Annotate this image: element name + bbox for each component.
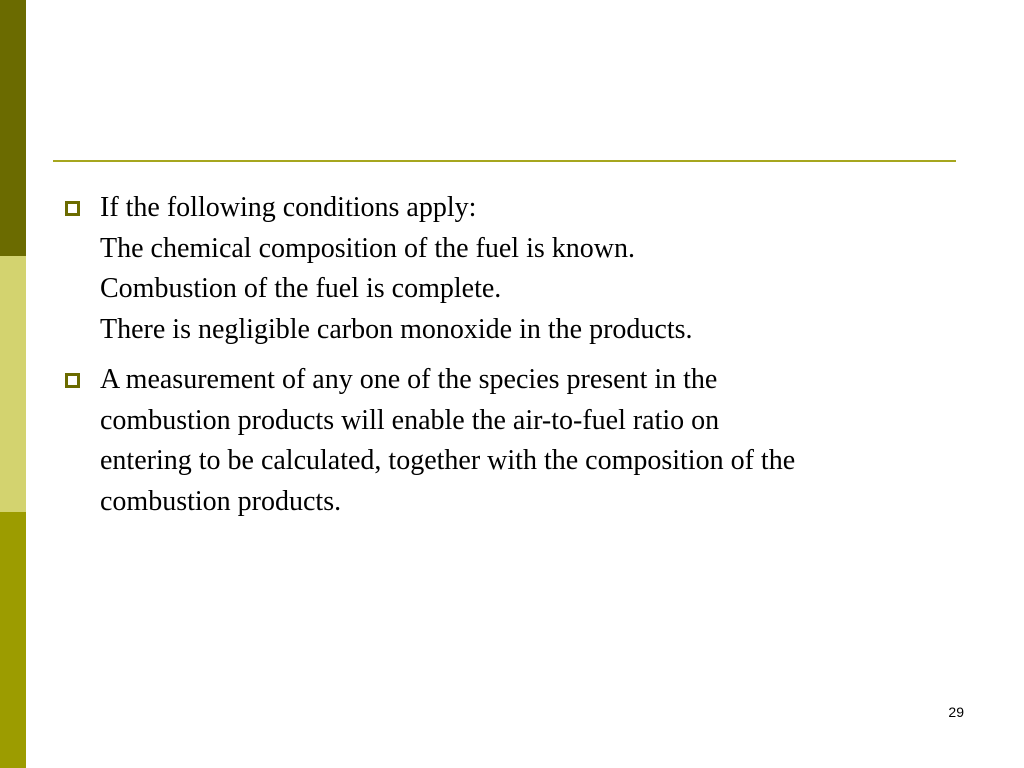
page-number: 29 [948, 704, 964, 720]
bullet-line: The chemical composition of the fuel is known. [100, 232, 635, 264]
side-bar-middle [0, 256, 26, 512]
bullet-line: combustion products will enable the air-to-fuel ratio on [100, 404, 720, 436]
bullet-line: Combustion of the fuel is complete. [100, 273, 502, 304]
bullet-line: If the following conditions apply: [100, 192, 477, 223]
bullet-line: A measurement of any one of the species present in the [100, 364, 718, 395]
title-rule [53, 160, 956, 162]
bullet-line: entering to be calculated, together with the composition of the [100, 445, 796, 476]
bullet-line: There is negligible carbon monoxide in the products. [100, 313, 693, 345]
side-bar-top [0, 0, 26, 256]
bullet-item-conditions [60, 188, 960, 350]
side-bar-bottom [0, 512, 26, 768]
hollow-square-bullet-icon [65, 373, 80, 388]
bullet-line: combustion products. [100, 485, 342, 517]
bullet-item-measurement [60, 360, 960, 522]
slide-content [60, 188, 960, 532]
hollow-square-bullet-icon [65, 201, 80, 216]
